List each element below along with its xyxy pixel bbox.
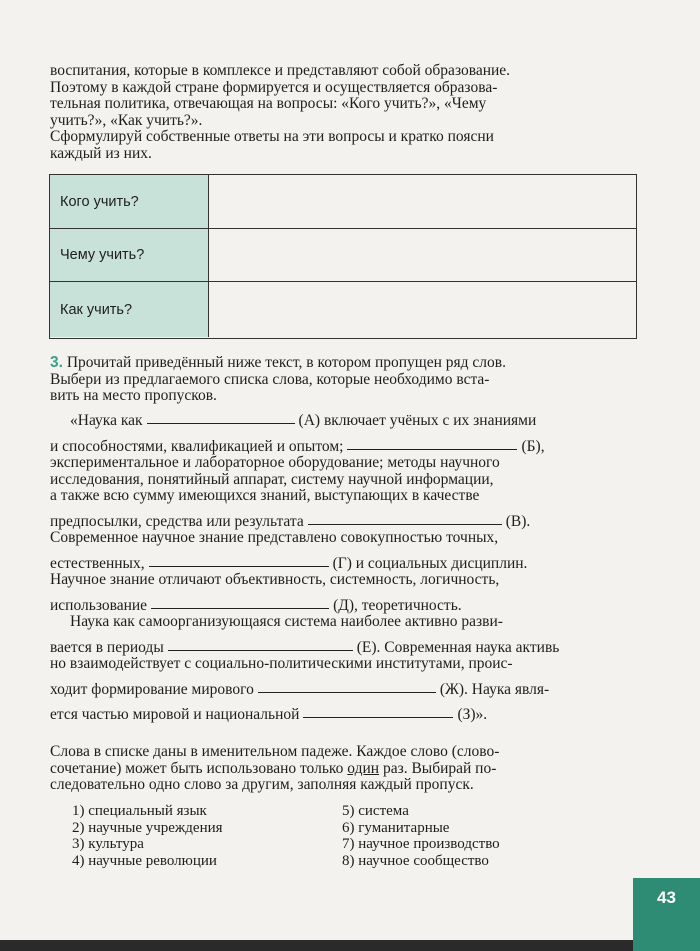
table-row [50, 175, 636, 228]
page-number: 43 [633, 878, 700, 951]
intro-line: учить?», «Как учить?». [50, 111, 203, 129]
answer-cell-whom[interactable] [209, 175, 636, 228]
table-row [50, 228, 636, 281]
task-line: вить на место пропусков. [50, 387, 217, 404]
list-item: 6) гуманитарные [342, 819, 450, 836]
list-item: 5) система [342, 803, 409, 819]
blank-zh[interactable] [258, 691, 436, 693]
table-row [50, 281, 636, 337]
blank-v[interactable] [308, 523, 502, 525]
answer-cell-how[interactable] [209, 282, 636, 337]
intro-line: Сформулируй собственные ответы на эти вопросы и кратко поясни [50, 128, 494, 145]
task-3-statement [50, 355, 640, 405]
gap-text: «Наука как (А) включает учёных с их знаниями и способностями, квалификацией и опытом; (Б), экспериментальное и лабораторное оборудование; методы научного исследования, понятийный аппарат, систему научной информации, а также всю сумму имеющихся знаний, выступающих в качестве предпосылки, средства или результата (В). Современное научное знание представлено совокупностью точных, естественных, (Г) и социальных дисциплин. Научное знание отличают объективность, системность, логичность, использование (Д), теоретичность. Наука как самоорганизующаяся система наиболее активно разви- вается в периоды (Е). Современная наука активь но взаимодействует с социально-политическими институтами, проис- ходит формирование мирового (Ж). Наука явля- ется частью мировой и национальной (З)». [50, 412, 560, 723]
list-item: 7) научное производство [342, 836, 500, 852]
question-label-how: Как учить? [50, 282, 209, 337]
task-number: 3. [50, 354, 63, 371]
instructions: Слова в списке даны в именительном падеже. Каждое слово (слово- сочетание) может быть использовано только один раз. Выбирай по- следовательно одно слово за другим, заполняя каждый пропуск. [50, 743, 500, 793]
word-list-left [72, 803, 223, 869]
blank-a[interactable] [147, 422, 295, 424]
blank-z[interactable] [303, 716, 453, 718]
list-item: 8) научное сообщество [342, 852, 489, 869]
blank-e[interactable] [168, 649, 353, 651]
list-item: 4) научные революции [72, 852, 217, 869]
blank-g[interactable] [149, 565, 329, 567]
task-line: Прочитай приведённый ниже текст, в котором пропущен ряд слов. [66, 354, 506, 371]
question-label-whom: Кого учить? [50, 175, 209, 228]
list-item: 1) специальный язык [72, 803, 207, 819]
intro-line: Поэтому в каждой стране формируется и осуществляется образова- [50, 78, 498, 96]
questions-table [49, 174, 637, 339]
intro-line: воспитания, которые в комплексе и представляют собой образование. [50, 62, 511, 79]
intro-line: каждый из них. [50, 144, 152, 162]
list-item: 2) научные учреждения [72, 819, 223, 836]
bottom-edge [0, 940, 633, 951]
blank-b[interactable] [347, 448, 517, 450]
intro-paragraph [50, 63, 640, 162]
task-line: Выбери из предлагаемого списка слова, которые необходимо вста- [50, 370, 490, 388]
list-item: 3) культура [72, 836, 144, 852]
intro-line: тельная политика, отвечающая на вопросы: «Кого учить?», «Чему [50, 95, 487, 112]
blank-d[interactable] [151, 607, 329, 609]
word-list-right [342, 803, 500, 869]
question-label-what: Чему учить? [50, 229, 209, 281]
answer-cell-what[interactable] [209, 229, 636, 281]
